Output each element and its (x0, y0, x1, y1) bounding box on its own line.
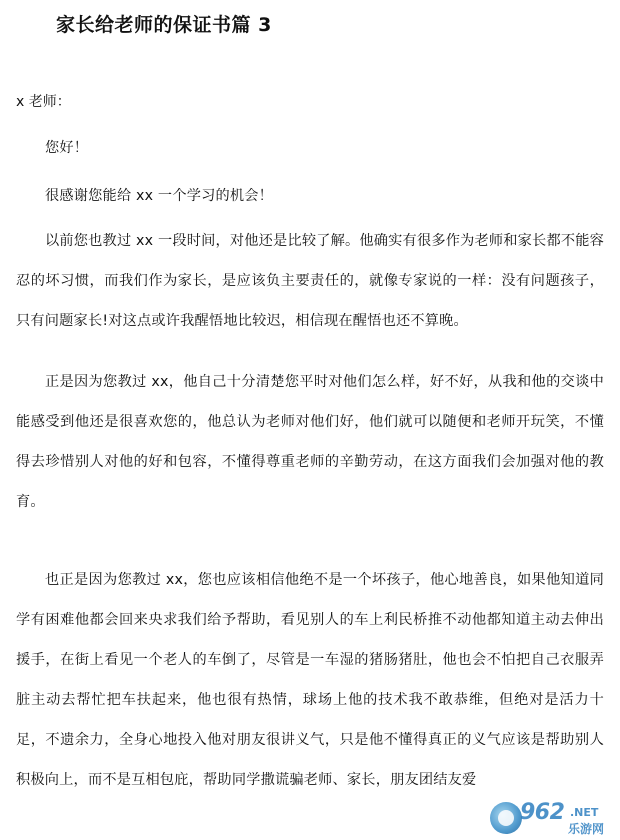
paragraph-character: 也正是因为您教过 xx，您也应该相信他绝不是一个坏孩子，他心地善良，如果他知道同学有困难他都会回来央求我们给予帮助，看见别人的车上利民桥推不动他都知道主动去伸出援手，在街上看见一个老人的车倒了，尽管是一车湿的猪肠猪肚，他也会不怕把自己衣服弄脏主动去帮忙把车扶起来，他也很有热情，球场上他的技术我不敢恭维，但绝对是活力十足，不遗余力，全身心地投入他对朋友很讲义气，只是他不懂得真正的义气应该是帮助别人积极向上，而不是互相包庇，帮助同学撒谎骗老师、家长，朋友团结友爱 (16, 572, 604, 788)
watermark-suffix: .NET (570, 806, 599, 819)
paragraph-relationship: 正是因为您教过 xx，他自己十分清楚您平时对他们怎么样，好不好，从我和他的交谈中能感受到他还是很喜欢您的，他总认为老师对他们好，他们就可以随便和老师开玩笑，不懂得去珍惜别人对他的好和包容，不懂得尊重老师的辛勤劳动，在这方面我们会加强对他的教育。 (16, 374, 604, 510)
paragraph-greeting: 您好！ (45, 140, 89, 156)
watermark-subtitle: 乐游网 (568, 822, 605, 836)
salutation: x 老师： (16, 94, 71, 110)
site-watermark (490, 800, 612, 836)
watermark-brand: 962 (520, 800, 565, 825)
paragraph-background: 以前您也教过 xx 一段时间，对他还是比较了解。他确实有很多作为老师和家长都不能容忍的坏习惯，而我们作为家长，是应该负主要责任的，就像专家说的一样：没有问题孩子，只有问题家长!对这点或许我醒悟地比较迟，相信现在醒悟也还不算晚。 (16, 233, 604, 329)
paragraph-thanks: 很感谢您能给 xx 一个学习的机会！ (45, 188, 274, 204)
watermark-logo-icon (490, 802, 522, 834)
document-title: 家长给老师的保证书篇 3 (56, 14, 272, 36)
